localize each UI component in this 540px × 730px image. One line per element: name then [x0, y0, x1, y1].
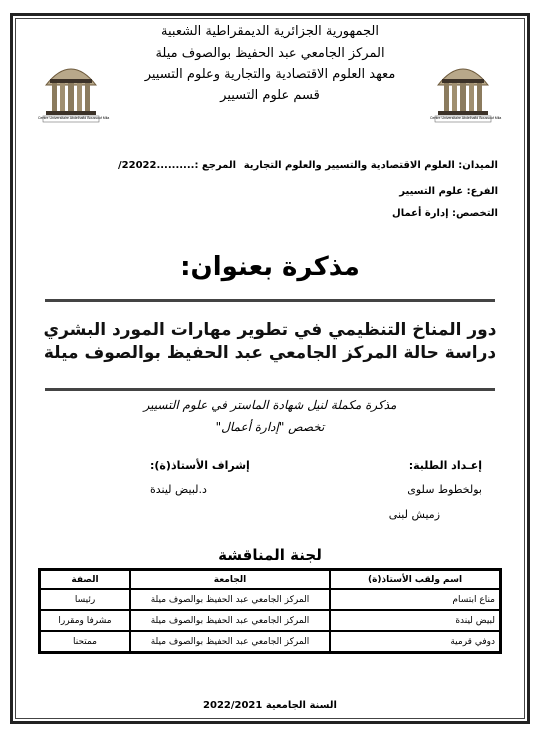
- student-name-1: بولخطوط سلوى: [407, 483, 482, 496]
- subject-line-2: دراسة حالة المركز الجامعي عبد الحفيظ بوالصوف ميلة: [43, 343, 497, 363]
- title-divider-bottom: [45, 388, 495, 391]
- column-header-name: اسم ولقب الأستاذ(ة): [330, 570, 500, 589]
- title-divider-top: [45, 299, 495, 302]
- column-header-university: الجامعة: [130, 570, 330, 589]
- table-header-row: [40, 570, 500, 589]
- academic-year: السنة الجامعية 2022/2021: [203, 700, 337, 711]
- note-specialty: تخصص "إدارة أعمال": [215, 420, 325, 434]
- field-reference: المرجع :..........22022/: [118, 160, 237, 171]
- student-name-2: زميش لبنى: [388, 508, 440, 521]
- logo-caption-left: Centre Universitaire Abdelhafid Boussouf Mila: [38, 116, 110, 120]
- member-university: المركز الجامعي عبد الحفيظ بوالصوف ميلة: [130, 631, 330, 652]
- header-university: المركز الجامعي عبد الحفيظ بوالصوف ميلة: [155, 46, 385, 61]
- header-institute: معهد العلوم الاقتصادية والتجارية وعلوم التسيير: [144, 67, 396, 82]
- column-header-role: الصفة: [40, 570, 130, 589]
- field-branch: الفرع: علوم التسيير: [399, 186, 498, 197]
- subject-line-1: دور المناخ التنظيمي في تطوير مهارات المورد البشري: [43, 320, 497, 340]
- logo-caption-right: Centre Universitaire Abdelhafid Boussouf Mila: [430, 116, 502, 120]
- header-department: قسم علوم التسيير: [220, 88, 320, 103]
- university-logo-right: [430, 55, 502, 123]
- member-name: دوفي قرمية: [330, 631, 500, 652]
- supervisor-name: د.لبيض ليندة: [150, 483, 207, 496]
- committee-title: لجنة المناقشة: [218, 546, 322, 564]
- member-name: مناع ابتسام: [330, 589, 500, 610]
- member-role: مشرفا ومقررا: [40, 610, 130, 631]
- table-row: [40, 610, 500, 631]
- students-label: إعـداد الطلبة:: [408, 459, 482, 472]
- field-specialty: التخصص: إدارة أعمال: [392, 208, 498, 219]
- member-university: المركز الجامعي عبد الحفيظ بوالصوف ميلة: [130, 610, 330, 631]
- header-republic: الجمهورية الجزائرية الديمقراطية الشعبية: [161, 24, 379, 39]
- member-role: ممتحنا: [40, 631, 130, 652]
- field-domain: الميدان: العلوم الاقتصادية والتسيير والعلوم التجارية: [243, 160, 498, 171]
- note-degree: مذكرة مكملة لنيل شهادة الماستر في علوم التسيير: [143, 398, 397, 412]
- supervisor-label: إشراف الأستاذ(ة):: [150, 459, 250, 472]
- member-name: لبيض ليندة: [330, 610, 500, 631]
- table-row: [40, 589, 500, 610]
- page-title: مذكرة بعنوان:: [180, 252, 360, 282]
- member-university: المركز الجامعي عبد الحفيظ بوالصوف ميلة: [130, 589, 330, 610]
- university-logo-left: [38, 55, 110, 123]
- committee-table: [38, 568, 502, 654]
- table-row: [40, 631, 500, 652]
- member-role: رئيسا: [40, 589, 130, 610]
